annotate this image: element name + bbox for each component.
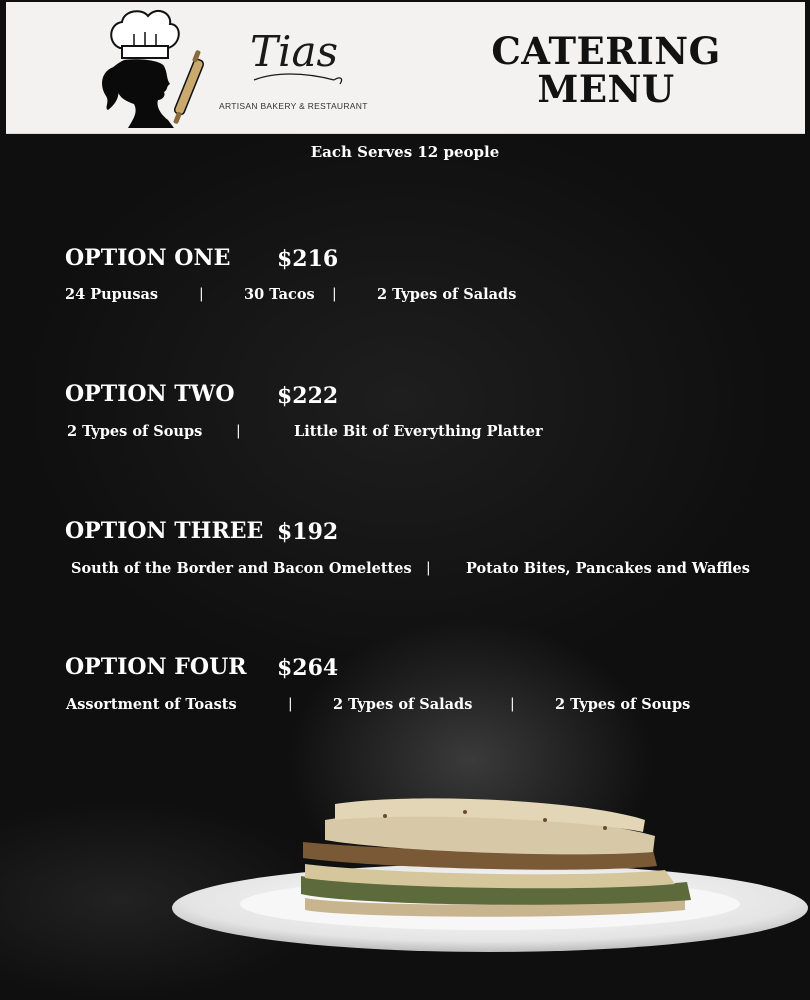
option-four-price: $264: [277, 655, 339, 681]
separator: |: [426, 560, 431, 576]
separator: |: [332, 286, 337, 302]
option-one-item-2: 30 Tacos: [244, 286, 315, 303]
option-two-price: $222: [277, 383, 339, 409]
option-three-item-2: Potato Bites, Pancakes and Waffles: [466, 560, 750, 577]
svg-text:Tias: Tias: [250, 27, 339, 76]
title-line-1: CATERING: [491, 29, 721, 73]
separator: |: [288, 696, 293, 712]
option-two-item-1: 2 Types of Soups: [67, 423, 203, 440]
option-two-name: OPTION TWO: [65, 381, 235, 407]
title-line-2: MENU: [537, 67, 675, 111]
option-one-name: OPTION ONE: [65, 245, 231, 271]
separator: |: [510, 696, 515, 712]
option-three-price: $192: [277, 519, 339, 545]
option-three-name: OPTION THREE: [65, 518, 264, 544]
separator: |: [199, 286, 204, 302]
food-plate-image: [165, 780, 810, 1000]
option-one-price: $216: [277, 246, 339, 272]
option-one-item-1: 24 Pupusas: [65, 286, 159, 303]
option-one-item-3: 2 Types of Salads: [377, 286, 517, 303]
separator: |: [236, 423, 241, 439]
option-three-item-1: South of the Border and Bacon Omelettes: [71, 560, 412, 577]
page-title: [474, 29, 738, 111]
chef-logo-icon: [98, 4, 218, 132]
option-four-item-1: Assortment of Toasts: [66, 696, 237, 713]
option-four-name: OPTION FOUR: [65, 654, 247, 680]
brand-tagline: ARTISAN BAKERY & RESTAURANT: [219, 101, 368, 111]
option-four-item-3: 2 Types of Soups: [555, 696, 691, 713]
option-four-item-2: 2 Types of Salads: [333, 696, 473, 713]
menu-header: [6, 2, 805, 133]
tias-script-logo: [244, 18, 354, 88]
serving-note: Each Serves 12 people: [310, 143, 500, 161]
option-two-item-2: Little Bit of Everything Platter: [294, 423, 543, 440]
